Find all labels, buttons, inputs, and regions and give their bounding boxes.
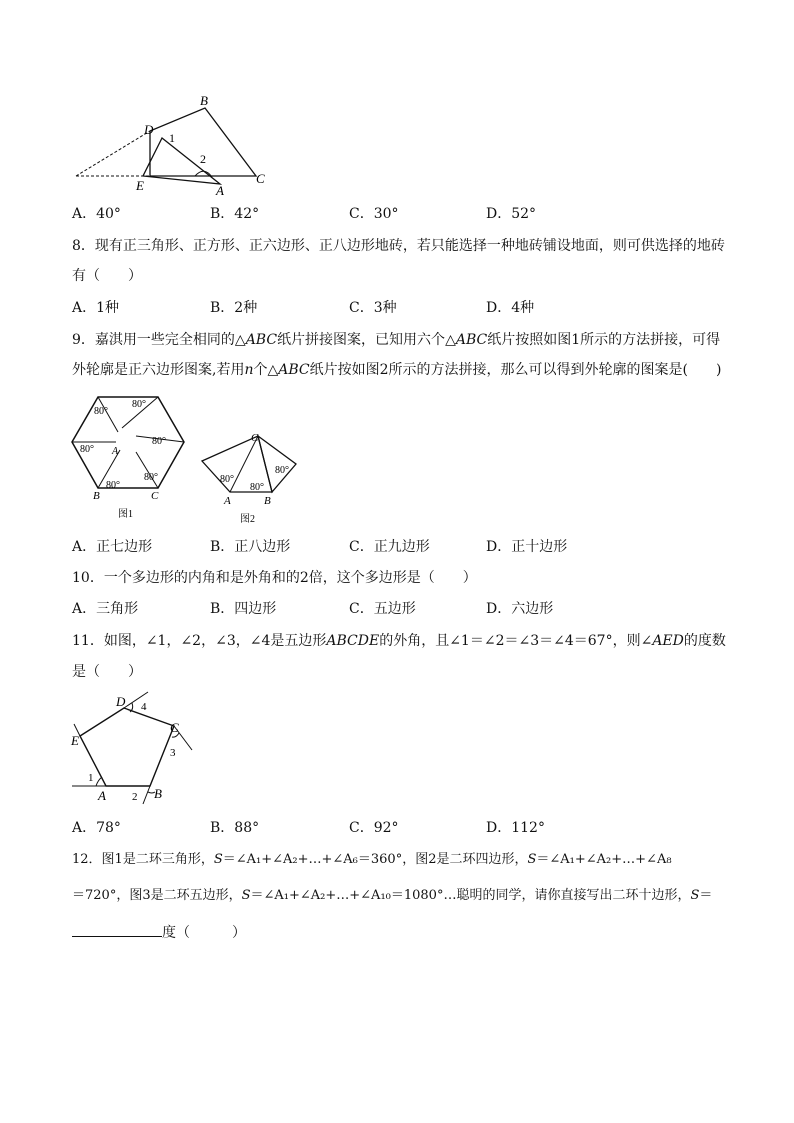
q11-label-4: 4 xyxy=(141,701,147,713)
q8-option-c[interactable]: C．3种 xyxy=(349,300,397,316)
q12-stem-line2: ＝720°，图3是二环五边形，S＝∠A₁+∠A₂+…+∠A₁₀＝1080°…聪明的同学，请你直接写出二环十边形，S＝ xyxy=(72,888,713,903)
q9-option-a[interactable]: A．正七边形 xyxy=(72,539,153,555)
q11-label-c: C xyxy=(170,720,179,735)
q9-stem-line1: 9．嘉淇用一些完全相同的△ABC纸片拼接图案，已知用六个△ABC纸片按照如图1所示的方法拼接，可得 xyxy=(72,332,721,348)
q11-option-d[interactable]: D．112° xyxy=(486,820,545,836)
q11-option-b[interactable]: B．88° xyxy=(210,820,260,836)
q11-label-3: 3 xyxy=(170,747,176,759)
q7-label-e: E xyxy=(136,178,144,193)
q10-stem: 10．一个多边形的内角和是外角和的2倍，这个多边形是（ ） xyxy=(72,570,477,586)
q8-stem-line2: 有（ ） xyxy=(72,268,142,284)
q9-fig1-label-c: C xyxy=(151,490,159,502)
q9-fig2-caption: 图2 xyxy=(240,514,255,525)
q9-fig2-label-a: A xyxy=(224,495,231,507)
q9-figure-2 xyxy=(200,428,305,528)
svg-text:80°: 80° xyxy=(132,399,146,410)
q7-figure xyxy=(70,92,280,197)
q9-fig1-caption: 图1 xyxy=(118,509,133,520)
q11-option-c[interactable]: C．92° xyxy=(349,820,399,836)
q11-label-b: B xyxy=(154,786,162,801)
q9-option-d[interactable]: D．正十边形 xyxy=(486,539,568,555)
q7-option-b[interactable]: B．42° xyxy=(210,206,260,222)
q7-label-c: C xyxy=(256,171,265,186)
q11-option-a[interactable]: A．78° xyxy=(72,820,121,836)
q9-fig2-label-c: C xyxy=(251,432,259,444)
q10-option-c[interactable]: C．五边形 xyxy=(349,601,416,617)
q11-label-1: 1 xyxy=(88,772,94,784)
q8-stem-line1: 8．现有正三角形、正方形、正六边形、正八边形地砖，若只能选择一种地砖铺设地面，则可供选择的地砖 xyxy=(72,238,725,254)
q12-stem-line1: 12．图1是二环三角形，S＝∠A₁+∠A₂+…+∠A₆＝360°，图2是二环四边形，S＝∠A₁+∠A₂+…+∠A₈ xyxy=(72,852,672,867)
q9-stem-line2: 外轮廓是正六边形图案,若用n个△ABC纸片按如图2所示的方法拼接，那么可以得到外轮廓的图案是( ) xyxy=(72,362,722,378)
q9-fig1-label-b: B xyxy=(93,490,100,502)
q10-option-b[interactable]: B．四边形 xyxy=(210,601,277,617)
q7-label-b: B xyxy=(200,93,208,108)
svg-text:80°: 80° xyxy=(144,472,158,483)
q8-option-d[interactable]: D．4种 xyxy=(486,300,535,316)
svg-text:80°: 80° xyxy=(220,474,234,485)
svg-text:80°: 80° xyxy=(80,444,94,455)
q9-fig1-label-a: A xyxy=(112,446,119,457)
svg-text:80°: 80° xyxy=(94,406,108,417)
svg-text:80°: 80° xyxy=(152,436,166,447)
svg-text:80°: 80° xyxy=(106,480,120,491)
q7-label-a: A xyxy=(216,183,224,197)
q9-figure-1 xyxy=(66,392,191,522)
q11-label-a: A xyxy=(98,788,106,803)
q9-option-c[interactable]: C．正九边形 xyxy=(349,539,430,555)
q9-option-b[interactable]: B．正八边形 xyxy=(210,539,291,555)
q7-label-1: 1 xyxy=(169,131,175,145)
q7-label-2: 2 xyxy=(200,152,206,166)
q11-label-2: 2 xyxy=(132,791,138,803)
q10-option-a[interactable]: A．三角形 xyxy=(72,601,139,617)
q11-stem-line2: 是（ ） xyxy=(72,664,142,680)
q11-figure xyxy=(66,688,196,806)
svg-text:80°: 80° xyxy=(250,482,264,493)
q11-label-d: D xyxy=(116,694,126,709)
q10-option-d[interactable]: D．六边形 xyxy=(486,601,554,617)
q12-stem-line3: 度（ ） xyxy=(72,922,724,943)
q8-option-b[interactable]: B．2种 xyxy=(210,300,258,316)
q11-stem-line1: 11．如图，∠1，∠2，∠3，∠4是五边形ABCDE的外角，且∠1＝∠2＝∠3＝∠4＝67°，则∠AED的度数 xyxy=(72,633,726,649)
q11-label-e: E xyxy=(71,733,79,748)
q7-label-d: D xyxy=(144,122,154,137)
q7-option-a[interactable]: A．40° xyxy=(72,206,121,222)
q12-answer-blank[interactable] xyxy=(72,922,162,937)
q7-option-c[interactable]: C．30° xyxy=(349,206,399,222)
svg-text:80°: 80° xyxy=(275,465,289,476)
q8-option-a[interactable]: A．1种 xyxy=(72,300,120,316)
q9-fig2-label-b: B xyxy=(264,495,271,507)
q7-option-d[interactable]: D．52° xyxy=(486,206,537,222)
